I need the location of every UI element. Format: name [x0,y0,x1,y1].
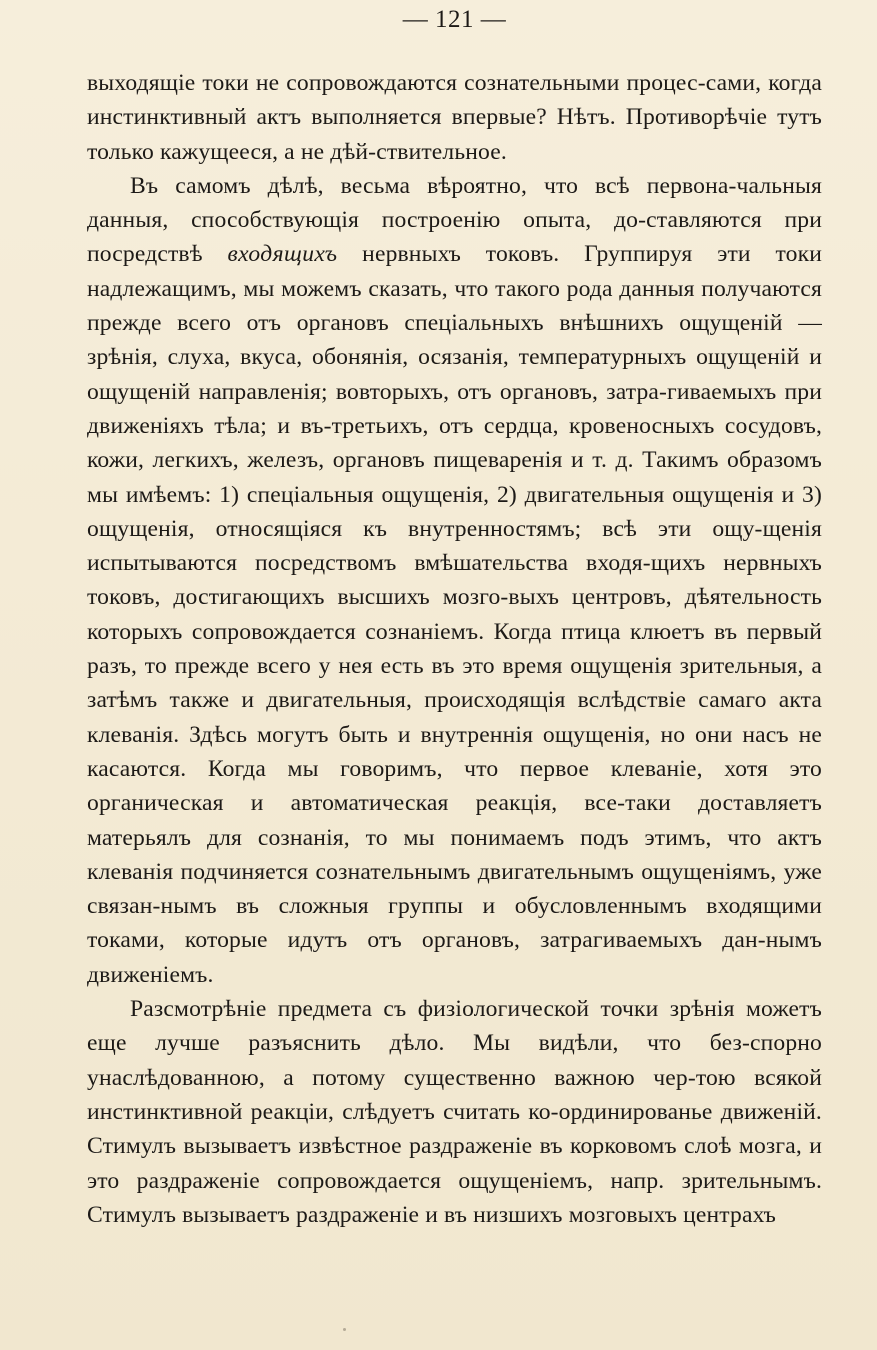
paragraph-1-text: выходящіе токи не сопровождаются сознательными процес-сами, когда инстинктивный актъ выполняется впервые? Нѣтъ. Противорѣчіе тутъ только кажущееся, а не дѣй-ствительное. [87,70,822,165]
paragraph-1 [87,66,822,169]
page-number: — 121 — [402,6,507,33]
body-text [87,66,822,1232]
paragraph-3-text: Разсмотрѣніе предмета съ физіологической точки зрѣнія можетъ еще лучше разъяснить дѣло. Мы видѣли, что без-спорно унаслѣдованною, а потому существенно важною чер-тою всякой инстинктивной реакціи, слѣдуетъ считать ко-ординированье движеній. Стимулъ вызываетъ извѣстное раздраженіе въ корковомъ слоѣ мозга, и это раздраженіе сопровождается ощущеніемъ, напр. зрительнымъ. Стимулъ вызываетъ раздраженіе и въ низшихъ мозговыхъ центрахъ [87,996,822,1228]
paragraph-2-text-start: Въ самомъ дѣлѣ, весьма вѣроятно, что всѣ первона-чальныя данныя, способствующія построенію опыта, до-ставляются при посредствѣ [87,172,822,268]
paragraph-2-emphasis: входящихъ [227,241,338,268]
paragraph-2 [87,169,822,992]
paper-speck [343,1328,346,1331]
paragraph-3 [87,992,822,1232]
paragraph-2-text-end: нервныхъ токовъ. Группируя эти токи надлежащимъ, мы можемъ сказать, что такого рода данныя получаются прежде всего отъ органовъ спеціальныхъ внѣшнихъ ощущеній — зрѣнія, слуха, вкуса, обонянія, осязанія, температурныхъ ощущеній и ощущеній направленія; вовторыхъ, отъ органовъ, затра-гиваемыхъ при движеніяхъ тѣла; и въ-третьихъ, отъ сердца, кровеносныхъ сосудовъ, кожи, легкихъ, железъ, органовъ пищеваренія и т. д. Такимъ образомъ мы имѣемъ: 1) спеціальныя ощущенія, 2) двигательныя ощущенія и 3) ощущенія, относящіяся къ внутренностямъ; всѣ эти ощу-щенія испытываются посредствомъ вмѣшательства входя-щихъ нервныхъ токовъ, достигающихъ высшихъ мозго-выхъ центровъ, дѣятельность которыхъ сопровождается сознаніемъ. Когда птица клюетъ въ первый разъ, то прежде всего у нея есть въ это время ощущенія зрительныя, а затѣмъ также и двигательныя, происходящія вслѣдствіе самаго акта клеванія. Здѣсь могутъ быть и внутреннія ощущенія, но они насъ не касаются. Когда мы говоримъ, что первое клеваніе, хотя это органическая и автоматическая реакція, все-таки доставляетъ матерьялъ для сознанія, то мы понимаемъ подъ этимъ, что актъ клеванія подчиняется сознательнымъ двигательнымъ ощущеніямъ, уже связан-нымъ въ сложныя группы и обусловленнымъ входящими токами, которые идутъ отъ органовъ, затрагиваемыхъ дан-нымъ движеніемъ. [87,241,822,988]
